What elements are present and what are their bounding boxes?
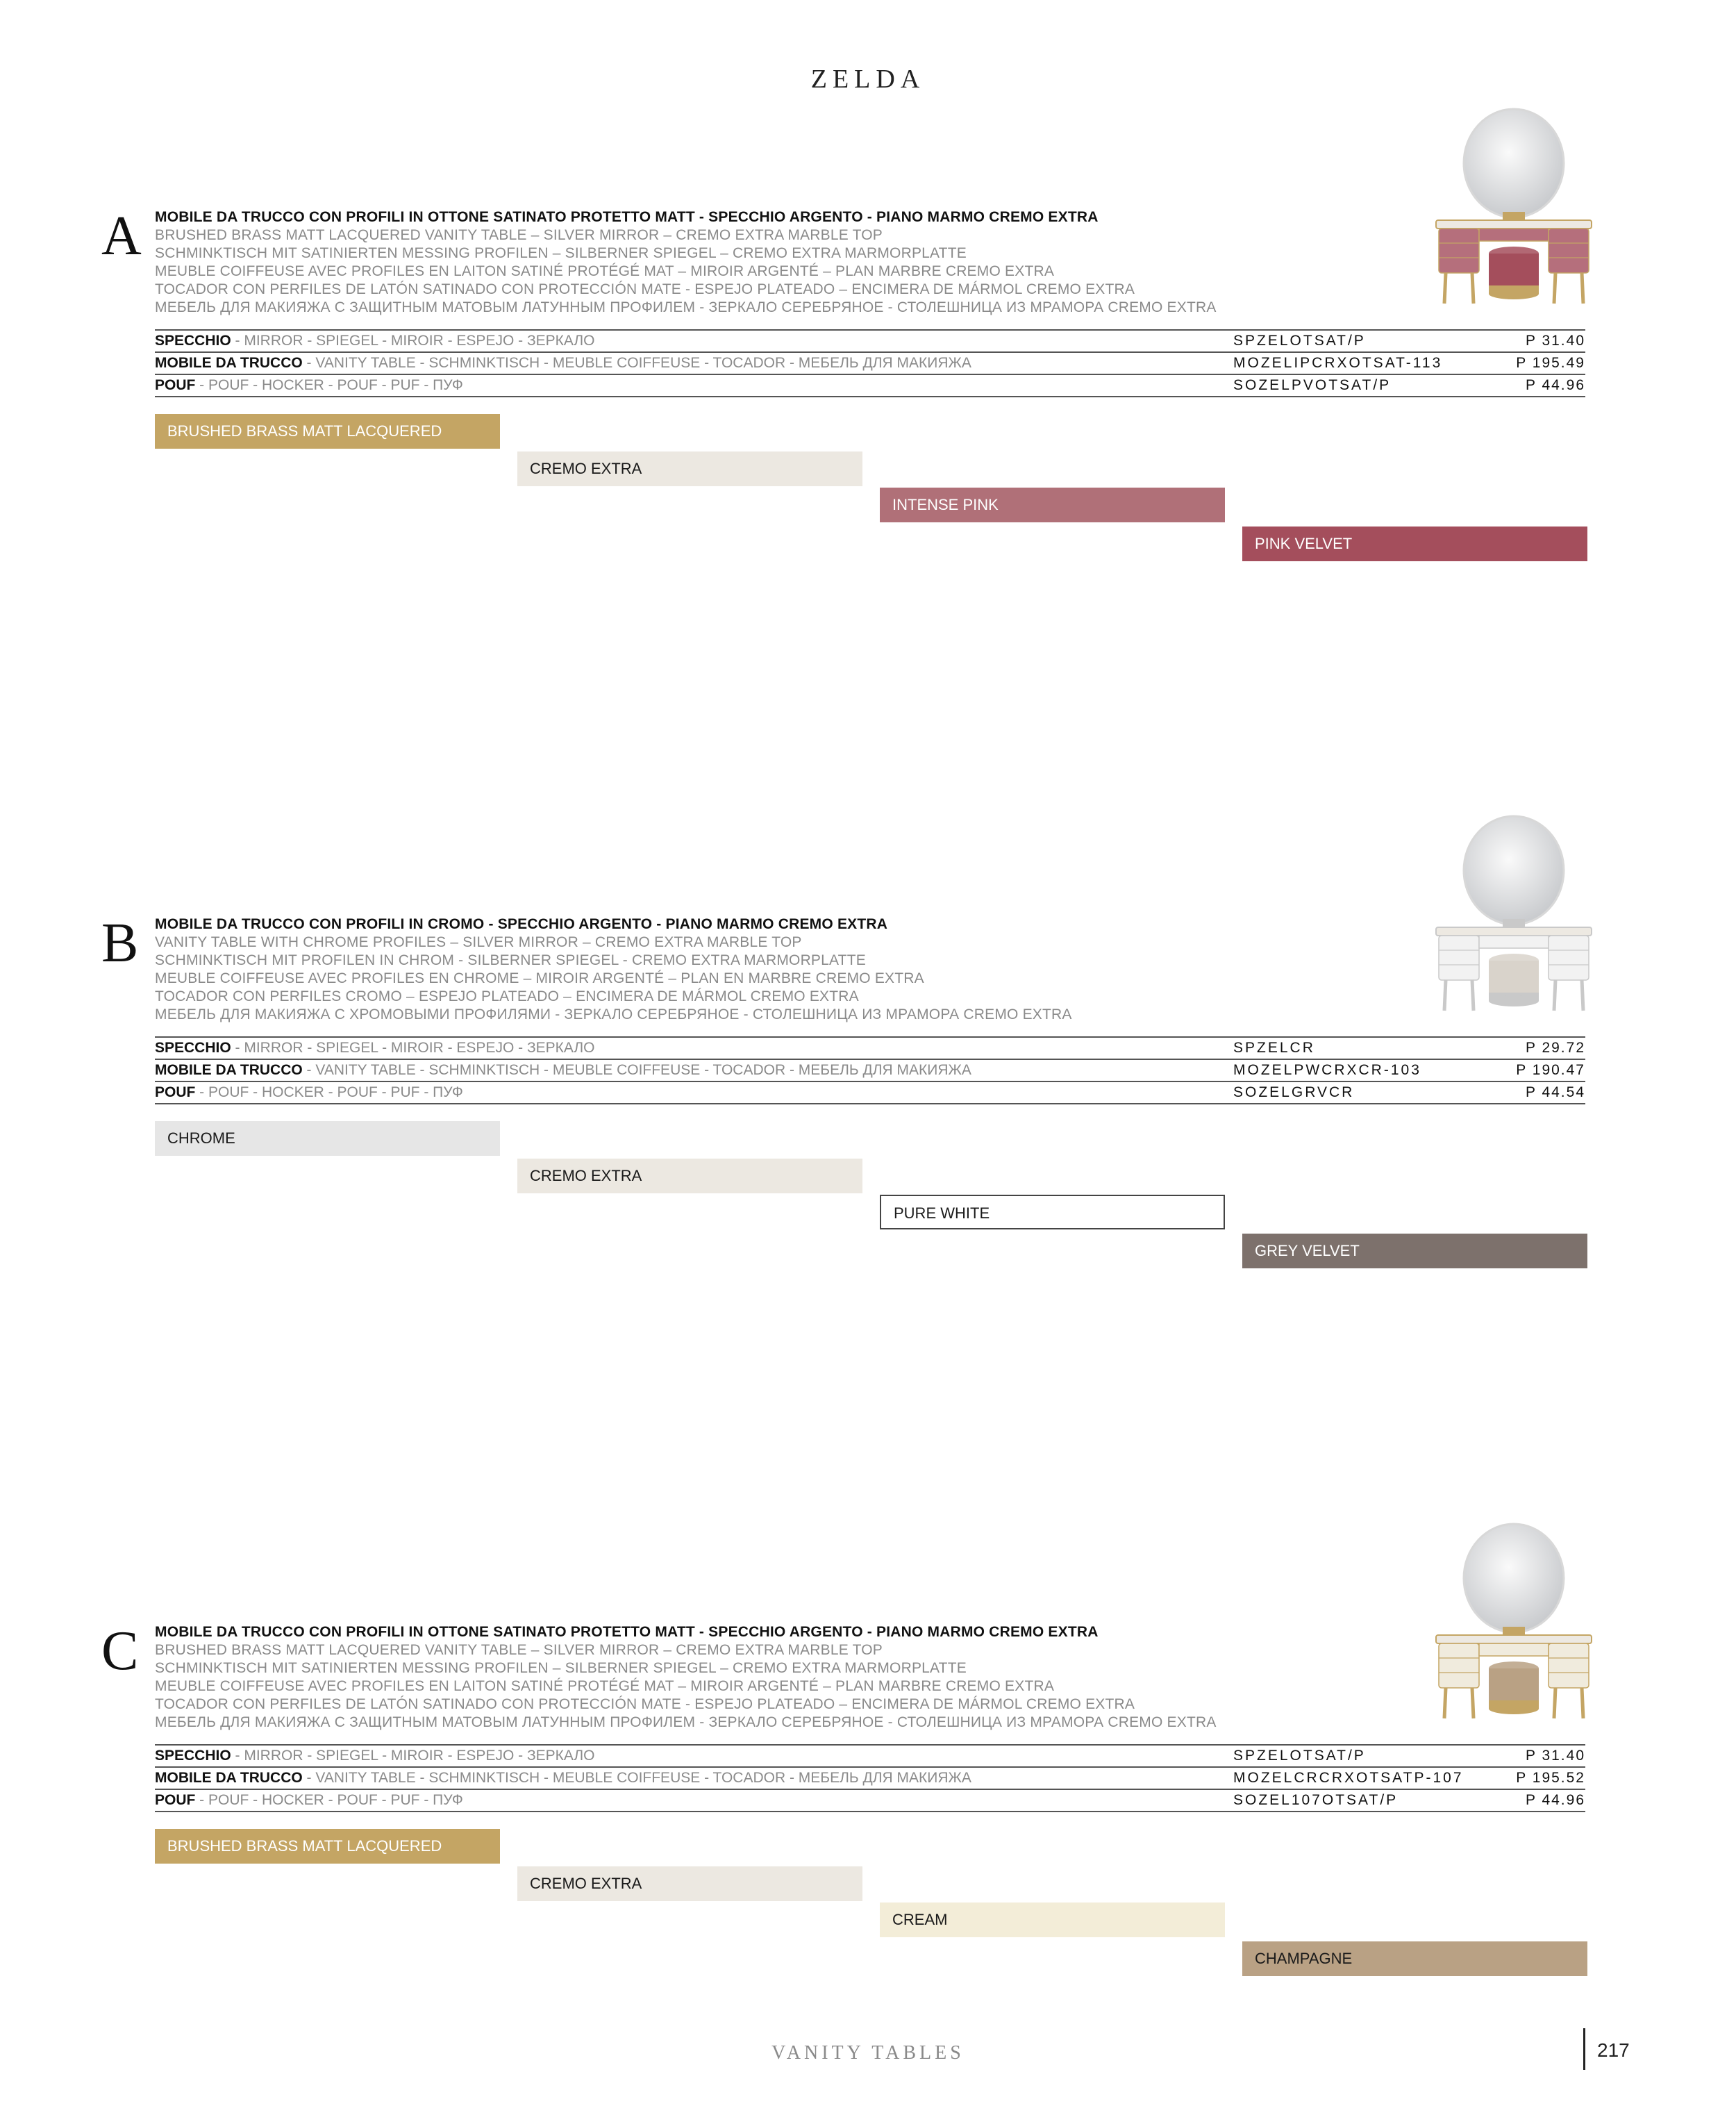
description-line: МЕБЕЛЬ ДЛЯ МАКИЯЖА С ХРОМОВЫМИ ПРОФИЛЯМИ - ЗЕРКАЛО СЕРЕБРЯНОЕ - СТОЛЕШНИЦА ИЗ МРАМОРА CREMO EXTRA: [155, 1006, 1072, 1022]
description-line: TOCADOR CON PERFILES CROMO – ESPEJO PLATEADO – ENCIMERA DE MÁRMOL CREMO EXTRA: [155, 988, 859, 1004]
product-section: [0, 208, 1736, 695]
vanity-table-icon: [1430, 1523, 1597, 1724]
item-label: [155, 1748, 594, 1764]
description-line: VANITY TABLE WITH CHROME PROFILES – SILVER MIRROR – CREMO EXTRA MARBLE TOP: [155, 934, 802, 950]
item-translations: - VANITY TABLE - SCHMINKTISCH - MEUBLE COIFFEUSE - TOCADOR - МЕБЕЛЬ ДЛЯ МАКИЯЖА: [302, 1062, 971, 1078]
description-line: TOCADOR CON PERFILES DE LATÓN SATINADO CON PROTECCIÓN MATE - ESPEJO PLATEADO – ENCIMERA DE MÁRMOL CREMO EXTRA: [155, 1696, 1135, 1712]
price-row: [155, 351, 1585, 374]
item-label: [155, 333, 594, 349]
item-label: [155, 1792, 463, 1809]
finish-swatch: INTENSE PINK: [880, 488, 1225, 522]
item-code: SPZELOTSAT/P: [1233, 333, 1366, 349]
item-price: P 31.40: [1525, 1748, 1585, 1764]
finish-swatch: CREMO EXTRA: [517, 1159, 862, 1193]
description-line: MOBILE DA TRUCCO CON PROFILI IN OTTONE SATINATO PROTETTO MATT - SPECCHIO ARGENTO - PIANO MARMO CREMO EXTRA: [155, 1624, 1099, 1640]
vanity-table-icon: [1430, 815, 1597, 1016]
price-row: [155, 1081, 1585, 1104]
price-row: [155, 1744, 1585, 1766]
item-name: SPECCHIO: [155, 1748, 231, 1764]
item-translations: - MIRROR - SPIEGEL - MIROIR - ESPEJO - ЗЕРКАЛО: [231, 1748, 595, 1764]
finish-swatch: CREMO EXTRA: [517, 451, 862, 486]
item-translations: - POUF - HOCKER - POUF - PUF - ПУФ: [195, 1084, 463, 1100]
item-name: POUF: [155, 377, 196, 393]
item-code: SPZELOTSAT/P: [1233, 1748, 1366, 1764]
price-table: [155, 1036, 1585, 1104]
description-line: MEUBLE COIFFEUSE AVEC PROFILES EN CHROME – MIROIR ARGENTÉ – PLAN EN MARBRE CREMO EXTRA: [155, 970, 924, 986]
item-name: POUF: [155, 1084, 196, 1100]
item-code: SOZEL107OTSAT/P: [1233, 1792, 1399, 1808]
description-line: BRUSHED BRASS MATT LACQUERED VANITY TABLE – SILVER MIRROR – CREMO EXTRA MARBLE TOP: [155, 1642, 883, 1658]
price-row: [155, 374, 1585, 397]
item-name: SPECCHIO: [155, 1040, 231, 1056]
price-row: [155, 1059, 1585, 1081]
item-label: [155, 355, 971, 372]
section-letter: C: [101, 1620, 139, 1682]
item-translations: - VANITY TABLE - SCHMINKTISCH - MEUBLE COIFFEUSE - TOCADOR - МЕБЕЛЬ ДЛЯ МАКИЯЖА: [302, 355, 971, 371]
item-label: [155, 1770, 971, 1787]
section-description: [155, 1623, 1335, 1732]
item-price: P 44.54: [1525, 1084, 1585, 1100]
description-line: SCHMINKTISCH MIT SATINIERTEN MESSING PROFILEN – SILBERNER SPIEGEL – CREMO EXTRA MARMORPLATTE: [155, 245, 967, 261]
page-title: ZELDA: [810, 65, 926, 94]
finish-swatch: BRUSHED BRASS MATT LACQUERED: [155, 1829, 500, 1864]
description-line: МЕБЕЛЬ ДЛЯ МАКИЯЖА С ЗАЩИТНЫМ МАТОВЫМ ЛАТУННЫМ ПРОФИЛЕМ - ЗЕРКАЛО СЕРЕБРЯНОЕ - СТОЛЕШНИЦА ИЗ МРАМОРА CREMO EXTRA: [155, 1714, 1217, 1730]
description-line: BRUSHED BRASS MATT LACQUERED VANITY TABLE – SILVER MIRROR – CREMO EXTRA MARBLE TOP: [155, 227, 883, 243]
item-label: [155, 1062, 971, 1079]
price-table: [155, 1744, 1585, 1812]
price-row: [155, 1036, 1585, 1059]
item-label: [155, 1040, 594, 1056]
finish-swatch: BRUSHED BRASS MATT LACQUERED: [155, 414, 500, 449]
page-number: 217: [1597, 2039, 1630, 2061]
item-translations: - MIRROR - SPIEGEL - MIROIR - ESPEJO - ЗЕРКАЛО: [231, 333, 595, 349]
item-name: MOBILE DA TRUCCO: [155, 355, 303, 371]
footer-category: VANITY TABLES: [771, 2042, 965, 2064]
item-code: MOZELPWCRXCR-103: [1233, 1062, 1421, 1078]
item-translations: - POUF - HOCKER - POUF - PUF - ПУФ: [195, 377, 463, 393]
item-price: P 44.96: [1525, 1792, 1585, 1808]
item-translations: - POUF - HOCKER - POUF - PUF - ПУФ: [195, 1792, 463, 1808]
finish-swatch: CHROME: [155, 1121, 500, 1156]
product-section: [0, 1620, 1736, 2109]
item-translations: - VANITY TABLE - SCHMINKTISCH - MEUBLE COIFFEUSE - TOCADOR - МЕБЕЛЬ ДЛЯ МАКИЯЖА: [302, 1770, 971, 1786]
item-price: P 44.96: [1525, 377, 1585, 393]
description-line: SCHMINKTISCH MIT SATINIERTEN MESSING PROFILEN – SILBERNER SPIEGEL – CREMO EXTRA MARMORPLATTE: [155, 1660, 967, 1676]
section-description: [155, 208, 1335, 317]
finish-swatch: PINK VELVET: [1242, 527, 1587, 561]
item-price: P 195.49: [1516, 355, 1585, 371]
item-translations: - MIRROR - SPIEGEL - MIROIR - ESPEJO - ЗЕРКАЛО: [231, 1040, 595, 1056]
description-line: MEUBLE COIFFEUSE AVEC PROFILES EN LAITON SATINÉ PROTÉGÉ MAT – MIROIR ARGENTÉ – PLAN MARBRE CREMO EXTRA: [155, 263, 1055, 279]
section-description: [155, 915, 1335, 1024]
item-label: [155, 377, 463, 394]
product-section: [0, 915, 1736, 1402]
item-price: P 29.72: [1525, 1040, 1585, 1056]
description-line: TOCADOR CON PERFILES DE LATÓN SATINADO CON PROTECCIÓN MATE - ESPEJO PLATEADO – ENCIMERA DE MÁRMOL CREMO EXTRA: [155, 281, 1135, 297]
item-code: MOZELIPCRXOTSAT-113: [1233, 355, 1443, 371]
item-code: SOZELGRVCR: [1233, 1084, 1355, 1100]
item-code: SOZELPVOTSAT/P: [1233, 377, 1392, 393]
description-line: МЕБЕЛЬ ДЛЯ МАКИЯЖА С ЗАЩИТНЫМ МАТОВЫМ ЛАТУННЫМ ПРОФИЛЕМ - ЗЕРКАЛО СЕРЕБРЯНОЕ - СТОЛЕШНИЦА ИЗ МРАМОРА CREMO EXTRA: [155, 299, 1217, 315]
item-code: MOZELCRCRXOTSATP-107: [1233, 1770, 1464, 1786]
item-code: SPZELCR: [1233, 1040, 1315, 1056]
finish-swatch: CHAMPAGNE: [1242, 1941, 1587, 1976]
item-name: POUF: [155, 1792, 196, 1808]
item-name: MOBILE DA TRUCCO: [155, 1770, 303, 1786]
description-line: MOBILE DA TRUCCO CON PROFILI IN CROMO - SPECCHIO ARGENTO - PIANO MARMO CREMO EXTRA: [155, 916, 888, 932]
finish-swatch: CREMO EXTRA: [517, 1866, 862, 1901]
price-row: [155, 1766, 1585, 1789]
price-table: [155, 329, 1585, 397]
item-price: P 31.40: [1525, 333, 1585, 349]
section-letter: A: [101, 206, 142, 267]
item-price: P 190.47: [1516, 1062, 1585, 1078]
item-label: [155, 1084, 463, 1101]
item-name: MOBILE DA TRUCCO: [155, 1062, 303, 1078]
finish-swatch: PURE WHITE: [880, 1195, 1225, 1229]
price-row: [155, 329, 1585, 351]
finish-swatch: GREY VELVET: [1242, 1234, 1587, 1268]
vanity-table-icon: [1430, 108, 1597, 309]
item-name: SPECCHIO: [155, 333, 231, 349]
item-price: P 195.52: [1516, 1770, 1585, 1786]
finish-swatch: CREAM: [880, 1903, 1225, 1937]
section-letter: B: [101, 913, 139, 974]
description-line: MEUBLE COIFFEUSE AVEC PROFILES EN LAITON SATINÉ PROTÉGÉ MAT – MIROIR ARGENTÉ – PLAN MARBRE CREMO EXTRA: [155, 1678, 1055, 1694]
description-line: SCHMINKTISCH MIT PROFILEN IN CHROM - SILBERNER SPIEGEL - CREMO EXTRA MARMORPLATTE: [155, 952, 866, 968]
description-line: MOBILE DA TRUCCO CON PROFILI IN OTTONE SATINATO PROTETTO MATT - SPECCHIO ARGENTO - PIANO MARMO CREMO EXTRA: [155, 209, 1099, 225]
price-row: [155, 1789, 1585, 1812]
page-divider: [1583, 2028, 1585, 2070]
